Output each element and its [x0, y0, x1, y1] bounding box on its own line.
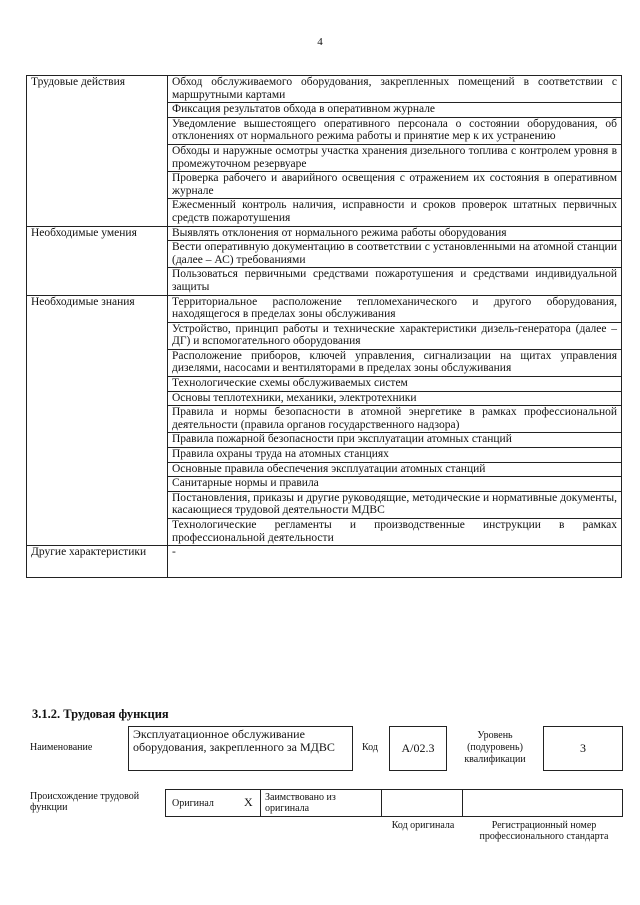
borrowed-box [260, 789, 382, 817]
item-cell: Правила и нормы безопасности в атомной энергетике в рамках профессиональной деятельности (правила органов государственного надзора) [168, 406, 622, 433]
code-value: A/02.3 [401, 741, 435, 755]
origin-label: Происхождение трудовой функции [30, 791, 140, 813]
item-cell: Правила пожарной безопасности при эксплуатации атомных станций [168, 433, 622, 448]
reg-number-label: Регистрационный номер профессионального стандарта [479, 820, 609, 842]
level-value: 3 [580, 741, 586, 755]
table-row [27, 546, 622, 578]
item-cell: Расположение приборов, ключей управления, сигнализации на щитах управления дизелями, насосами и вентиляторами в пределах зоны обслуживания [168, 349, 622, 376]
level-box [543, 726, 623, 771]
code-original-label: Код оригинала [391, 820, 455, 831]
item-cell: Технологические регламенты и производственные инструкции в рамках профессиональной деятельности [168, 519, 622, 546]
item-cell: Устройство, принцип работы и технические характеристики дизель-генератора (далее – ДГ) и вспомогательного оборудования [168, 322, 622, 349]
function-name-value: Эксплуатационное обслуживание оборудования, закрепленного за МДВС [133, 727, 335, 754]
original-box [165, 789, 261, 817]
function-name-box [128, 726, 353, 771]
code-original-box [381, 789, 463, 817]
code-label: Код [362, 742, 378, 753]
item-cell: Территориальное расположение тепломеханического и другого оборудования, находящегося в пределах зоны обслуживания [168, 295, 622, 322]
code-box [389, 726, 447, 771]
page-number: 4 [317, 36, 323, 48]
item-cell: Основные правила обеспечения эксплуатации атомных станций [168, 462, 622, 477]
function-characteristics-table [26, 75, 622, 578]
item-cell: Уведомление вышестоящего оперативного персонала о состоянии оборудования, об отклонениях от нормального режима работы и принятие мер к их устранению [168, 117, 622, 144]
item-cell: Обходы и наружные осмотры участка хранения дизельного топлива с контролем уровня в промежуточном резервуаре [168, 144, 622, 171]
category-cell: Необходимые знания [27, 295, 168, 546]
item-cell: Обход обслуживаемого оборудования, закрепленных помещений в соответствии с маршрутными картами [168, 76, 622, 103]
original-label: Оригинал [172, 798, 214, 809]
item-cell: Санитарные нормы и правила [168, 477, 622, 492]
item-cell: Проверка рабочего и аварийного освещения с отражением их состояния в оперативном журнале [168, 172, 622, 199]
category-cell: Другие характеристики [27, 546, 168, 578]
name-label: Наименование [30, 742, 93, 753]
item-cell: Постановления, приказы и другие руководящие, методические и нормативные документы, касающиеся трудовой деятельности МДВС [168, 491, 622, 518]
reg-number-box [462, 789, 623, 817]
item-cell: Технологические схемы обслуживаемых систем [168, 377, 622, 392]
item-cell: Выявлять отклонения от нормального режима работы оборудования [168, 226, 622, 241]
item-cell: - [168, 546, 622, 578]
level-label: Уровень (подуровень) квалификации [464, 730, 526, 765]
item-cell: Основы теплотехники, механики, электротехники [168, 391, 622, 406]
item-cell: Вести оперативную документацию в соответствии с установленными на атомной станции (далее – АС) требованиями [168, 241, 622, 268]
table-row [27, 76, 622, 103]
item-cell: Пользоваться первичными средствами пожаротушения и средствами индивидуальной защиты [168, 268, 622, 295]
category-cell: Необходимые умения [27, 226, 168, 295]
original-mark: X [244, 795, 253, 809]
item-cell: Фиксация результатов обхода в оперативном журнале [168, 103, 622, 118]
table-row [27, 226, 622, 241]
borrowed-label: Заимствовано из оригинала [265, 792, 336, 814]
table-row [27, 295, 622, 322]
category-cell: Трудовые действия [27, 76, 168, 227]
item-cell: Ежесменный контроль наличия, исправности и сроков проверок штатных первичных средств пожаротушения [168, 199, 622, 226]
section-title: 3.1.2. Трудовая функция [32, 707, 169, 721]
item-cell: Правила охраны труда на атомных станциях [168, 448, 622, 463]
